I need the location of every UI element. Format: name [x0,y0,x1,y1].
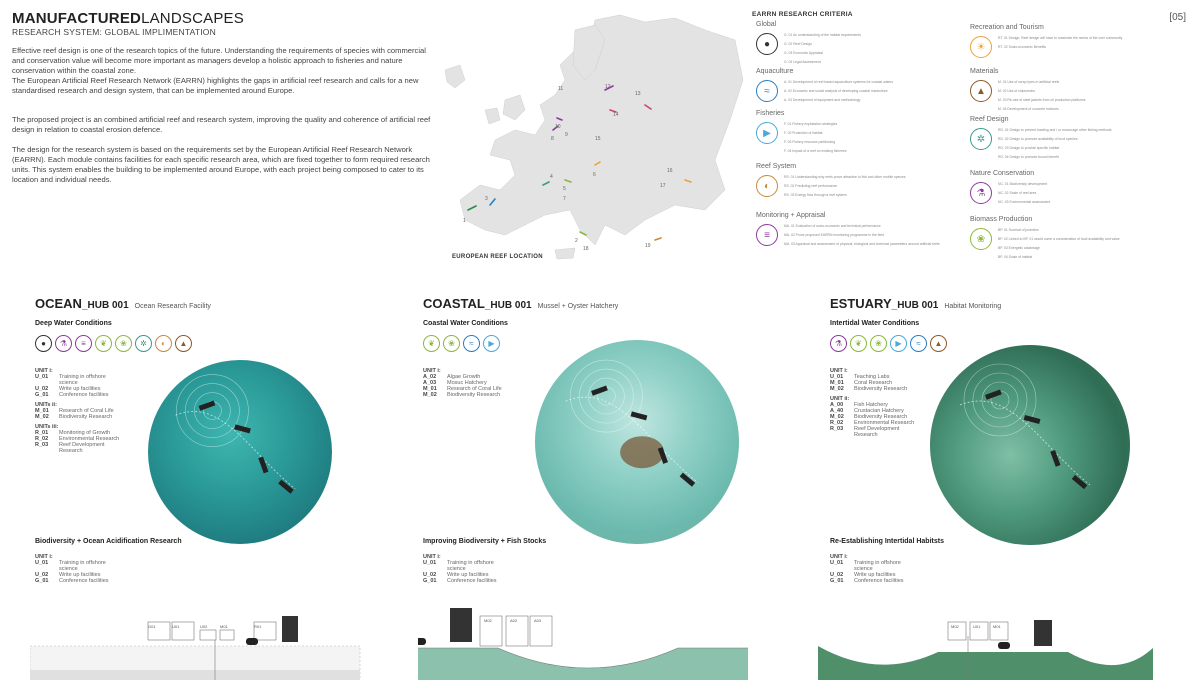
unit-text: Coral Research [854,380,893,386]
unit-code: M_02 [830,386,844,392]
map-marker-17: 17 [660,183,666,189]
hub-icon-row [830,335,947,352]
criteria-item: RS. 01 Understanding why reefs prove attractive to fish and other mobile species [784,175,906,179]
unit-code: U_02 [423,572,437,578]
hub-number: _HUB 001 [484,300,532,311]
reef-design-icon: ✲ [135,335,152,352]
criteria-item: RD. 03 Design to provide specific habitat [998,146,1060,150]
unit-text: Conference facilities [854,578,904,584]
unit-row [830,386,919,392]
hub-title [830,296,1001,311]
criteria-item: RS. 03 Energy flow through a reef system [784,193,847,197]
unit-text: Conference facilities [59,578,109,584]
criteria-category-name: Global [756,21,777,28]
hub-number: _HUB 001 [81,300,129,311]
unit-row [423,392,512,398]
site-section-drawing [418,608,753,680]
hub-title [35,296,211,311]
section-module-label: M01 [220,624,228,629]
unit-text: Research of Coral Life [447,386,502,392]
unit-text: Research of Coral Life [59,408,114,414]
site-plan-overlay [148,360,332,544]
monitoring-icon: ≡ [75,335,92,352]
hub-description: Habitat Monitoring [944,303,1002,310]
map-marker-13: 13 [635,91,641,97]
map-marker-10: 10 [555,124,561,130]
criteria-item: M. 04 Development of concrete mixtures [998,107,1059,111]
criteria-item: NC. 03 Environmental assessment [998,200,1051,204]
unit-row [423,578,512,584]
unit-group-heading: UNIT i: [830,368,848,374]
unit-group-heading: UNITs ii: [35,402,57,408]
section-units [423,550,512,584]
unit-code: M_01 [423,386,437,392]
fish-icon: ▶ [890,335,907,352]
section-module-label: U01 [973,624,981,629]
unit-group-heading: UNIT i: [423,368,441,374]
criteria-item: G. 04 Legal Assessment [784,60,821,64]
site-section-drawing [818,608,1153,680]
leaf-icon: ❦ [95,335,112,352]
hub-title [423,296,618,311]
unit-code: A_03 [423,380,437,386]
unit-code: U_01 [35,560,49,566]
unit-text: Biodiversity Research [854,414,908,420]
unit-code: R_01 [35,430,49,436]
section-svg [418,608,753,680]
unit-text: Reef Development Research [59,442,105,454]
unit-group-heading: UNIT i: [35,554,53,560]
criteria-item: G. 01 An understanding of the habitat requirements [784,33,861,37]
unit-text: Write up facilities [854,572,896,578]
criteria-item: BP. 03 Energetic advantage [998,246,1040,250]
section-module-label: G01 [148,624,156,629]
page-number: [05] [1169,12,1186,23]
hub-description: Ocean Research Facility [134,303,211,310]
section-module-label: M01 [993,624,1001,629]
hub-icon-row [35,335,192,352]
map-marker-9: 9 [565,132,568,138]
criteria-item: F. 03 Fishery resource partitioning [784,140,836,144]
hub-units [830,364,919,438]
biomass-icon: ❀ [443,335,460,352]
map-marker-3: 3 [485,196,488,202]
leaf-icon: ❦ [850,335,867,352]
aquaculture-icon: ≈ [756,80,778,102]
materials-icon: ▲ [175,335,192,352]
criteria-item: RS. 02 Predicting reef performance [784,184,838,188]
unit-text: Conference facilities [59,392,109,398]
map-marker-11: 11 [558,86,564,92]
map-label: EUROPEAN REEF LOCATION [452,254,543,260]
map-marker-12: 12 [605,84,611,90]
criteria-category-name: Recreation and Tourism [970,24,1044,31]
flask-icon: ⚗ [55,335,72,352]
flask-icon: ⚗ [970,182,992,204]
unit-code: M_02 [830,414,844,420]
criteria-item: F. 02 Protection of habitat [784,131,823,135]
hub-name: ESTUARY [830,296,892,311]
biomass-icon: ❀ [870,335,887,352]
unit-group-heading: UNITs iii: [35,424,59,430]
fish-icon: ▶ [483,335,500,352]
unit-code: M_01 [830,380,844,386]
section-units [830,550,919,584]
reef-icon: ◐ [155,335,172,352]
unit-text: Training in offshore science [447,560,494,572]
criteria-category-name: Fisheries [756,110,785,117]
section-module-label: M02 [951,624,959,629]
criteria-category-name: Reef System [756,163,797,170]
map-marker-1: 1 [463,218,466,224]
map-marker-19: 19 [645,243,651,249]
section-svg [30,608,365,680]
unit-code: A_00 [830,402,844,408]
unit-code: R_03 [830,426,844,432]
criteria-category-name: Biomass Production [970,216,1033,223]
unit-code: G_01 [35,392,49,398]
section-module-label: A03 [534,618,542,623]
unit-text: Algae Growth [447,374,481,380]
hub-name: COASTAL [423,296,485,311]
section-module-label: M02 [484,618,492,623]
unit-code: U_01 [423,560,437,566]
unit-row [35,578,124,584]
unit-code: G_01 [35,578,49,584]
aquaculture-icon: ≈ [910,335,927,352]
criteria-item: A. 01 Development of reef based aquaculture systems for coastal waters [784,80,894,84]
criteria-item: RT. 01 Design: Reef design will have to maximise the needs of the user community [998,36,1123,40]
unit-code: M_02 [423,392,437,398]
hub-icon-row [423,335,500,352]
flask-icon: ⚗ [830,335,847,352]
hub-number: _HUB 001 [891,300,939,311]
hub-name: OCEAN [35,296,82,311]
unit-row [830,578,919,584]
site-aerial-circle [148,360,332,544]
unit-text: Crustacian Hatchery [854,408,904,414]
unit-group-heading: UNIT i: [35,368,53,374]
page-title: MANUFACTUREDLANDSCAPES [12,10,244,27]
section-units [35,550,124,584]
globe-icon: ● [756,33,778,55]
unit-code: G_01 [830,578,844,584]
section-title: Improving Biodiversity + Fish Stocks [423,538,547,545]
intro-paragraph-2: The proposed project is an combined artificial reef and research system, improving the quality and coherence of artificial reef design in relation to coastal erosion defence. [12,115,431,134]
site-section-drawing [30,608,365,680]
unit-text: Environmental Research [854,420,915,426]
unit-text: Training in offshore science [854,560,901,572]
criteria-item: BP. 01 Survival of juveniles [998,228,1039,232]
unit-code: G_01 [423,578,437,584]
criteria-item: M. 03 Re-use of steel jackets from oil production platforms [998,98,1086,102]
criteria-item: MA. 02 Prove proposed EARRN monitoring programme in the field [784,233,884,237]
section-svg [818,608,1153,680]
site-plan-overlay [535,340,739,544]
materials-icon: ▲ [930,335,947,352]
unit-row [830,426,919,438]
criteria-item: MA. 01 Evaluation of socio-economic and technical performance [784,224,881,228]
unit-code: U_02 [35,572,49,578]
site-aerial-circle [930,345,1130,545]
unit-row [35,560,124,572]
unit-group-heading: UNIT i: [830,554,848,560]
reef-icon: ◐ [756,175,778,197]
section-title: Biodiversity + Ocean Acidification Research [35,538,182,545]
unit-text: Training in offshore science [59,374,106,386]
reef-design-icon: ✲ [970,128,992,150]
unit-code: U_01 [830,560,844,566]
unit-text: Write up facilities [59,572,101,578]
intro-paragraph-3: The design for the research system is based on the requirements set by the European Artificial Reef Research Network (EARRN). Each module contains facilities for each specific research area, which are fixed together to form required research units. This system enables the building to be implemented around Europe, with each project being composed to cater to its location and individual needs. [12,145,430,184]
map-marker-4: 4 [550,174,553,180]
unit-row [35,442,124,454]
aquaculture-icon: ≈ [463,335,480,352]
biomass-icon: ❀ [970,228,992,250]
criteria-item: NC. 01 Biodiversity development [998,182,1048,186]
map-marker-5: 5 [563,186,566,192]
criteria-item: NC. 02 Scale of reef area [998,191,1037,195]
map-marker-18: 18 [583,246,589,252]
unit-code: M_01 [35,408,49,414]
section-title: Re-Establishing Intertidal Habitsts [830,538,944,545]
section-module-label: U02 [200,624,208,629]
map-marker-6: 6 [593,172,596,178]
hub-units [423,364,512,398]
unit-text: Biodiversity Research [854,386,908,392]
leaf-icon: ❦ [423,335,440,352]
criteria-item: BP. 02 Linked to BP. 01 would come a consideration of food availability and value [998,237,1120,241]
criteria-item: RD. 01 Design to prevent trawling and / or encourage other fishing methods [998,128,1112,132]
unit-group-heading: UNIT ii: [830,396,850,402]
criteria-category-name: Aquaculture [756,68,794,75]
criteria-item: RT. 02 Socio-economic Benefits [998,45,1046,49]
unit-row [35,392,124,398]
unit-text: Fish Hatchery [854,402,888,408]
unit-text: Conference facilities [447,578,497,584]
unit-text: Training in offshore science [59,560,106,572]
map-marker-14: 14 [613,112,619,118]
unit-code: A_40 [830,408,844,414]
unit-code: U_01 [830,374,844,380]
hub-description: Mussel + Oyster Hatchery [537,303,619,310]
criteria-category-name: Reef Design [970,116,1009,123]
unit-text: Write up facilities [59,386,101,392]
unit-text: Biodiversity Research [59,414,113,420]
biomass-icon: ❀ [115,335,132,352]
sun-icon: ☀ [970,36,992,58]
unit-code: R_02 [830,420,844,426]
unit-code: R_02 [35,436,49,442]
map-marker-15: 15 [595,136,601,142]
hub-units [35,364,124,454]
section-module-label: U01 [172,624,180,629]
unit-text: Biodiversity Research [447,392,501,398]
monitoring-icon: ≡ [756,224,778,246]
hub-condition: Deep Water Conditions [35,320,112,327]
criteria-item: M. 02 Use of shipwrecks [998,89,1035,93]
criteria-item: F. 04 Impact of a reef on existing fisheries [784,149,847,153]
unit-group-heading: UNIT i: [423,554,441,560]
map-marker-7: 7 [563,196,566,202]
unit-code: A_02 [423,374,437,380]
unit-code: U_02 [830,572,844,578]
site-aerial-circle [535,340,739,544]
map-marker-8: 8 [551,136,554,142]
criteria-item: G. 02 Reef Design [784,42,812,46]
criteria-item: F. 01 Fishery exploitation strategies [784,122,838,126]
unit-text: Environmental Research [59,436,120,442]
hub-condition: Coastal Water Conditions [423,320,508,327]
criteria-item: M. 01 Use of scrap tyres in artificial reefs [998,80,1060,84]
unit-text: Monitoring of Growth [59,430,111,436]
intro-paragraph-1b: The European Artificial Reef Research Network (EARRN) highlights the gaps in artificial reef research and calls for a new standardised research and design system, that can be implemented around Europe. [12,76,419,95]
criteria-category-name: Monitoring + Appraisal [756,212,826,219]
page-subtitle: RESEARCH SYSTEM: GLOBAL IMPLIMENTATION [12,27,216,37]
section-module-label: A02 [510,618,518,623]
unit-code: R_03 [35,442,49,448]
unit-text: Reef Development Research [854,426,900,438]
criteria-item: A. 02 Economic and social analysis of developing coastal mariculture [784,89,888,93]
unit-row [830,560,919,572]
unit-row [35,414,124,420]
site-plan-overlay [930,345,1130,545]
criteria-category-name: Materials [970,68,999,75]
criteria-item: A. 03 Development of equipment and methodology [784,98,861,102]
unit-text: Mosuc Hatchery [447,380,487,386]
europe-map [445,10,745,265]
unit-row [35,374,124,386]
criteria-title: EARRN RESEARCH CRITERIA [752,11,853,18]
criteria-item: RD. 04 Design to promote bound benefit [998,155,1059,159]
hub-condition: Intertidal Water Conditions [830,320,920,327]
criteria-item: G. 03 Economic Appraisal [784,51,824,55]
unit-text: Write up facilities [447,572,489,578]
fish-icon: ▶ [756,122,778,144]
criteria-category-name: Nature Conservation [970,170,1035,177]
criteria-item: RD. 02 Design to promote availability of food species [998,137,1078,141]
criteria-item: BP. 04 Scale of habitat [998,255,1033,259]
unit-code: U_02 [35,386,49,392]
unit-code: U_01 [35,374,49,380]
unit-text: Teaching Labs [854,374,890,380]
map-marker-2: 2 [575,238,578,244]
globe-icon: ● [35,335,52,352]
unit-row [423,560,512,572]
unit-code: M_02 [35,414,49,420]
section-module-label: R01 [254,624,262,629]
intro-paragraph-1: Effective reef design is one of the research topics of the future. Understanding the requirements of species with commercial and conservation value will become more important as managers develop a holistic approach to fisheries and nature conservation within the coastal zone. [12,46,426,75]
criteria-item: MA. 03 Appraisal and assessment of physical, biological and chemical parameters around artificial reefs [784,242,940,246]
materials-icon: ▲ [970,80,992,102]
map-marker-16: 16 [667,168,673,174]
